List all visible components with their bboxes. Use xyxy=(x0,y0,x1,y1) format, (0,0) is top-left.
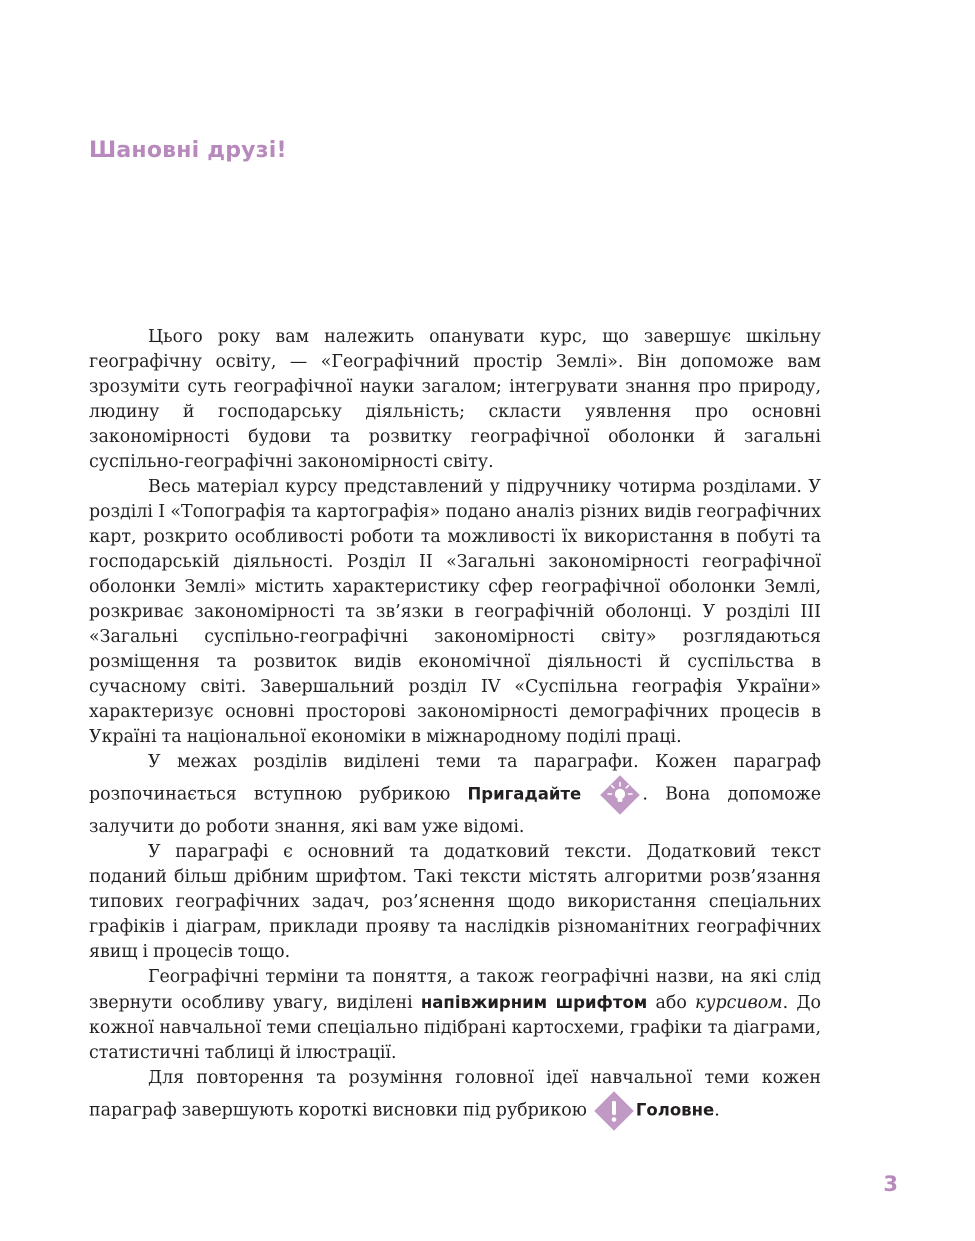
paragraph-texts: У параграфі є основний та додатковий тексти. Додатковий текст поданий більш дрібним шрифтом. Такі тексти містять алгоритми розв’язання типових географічних задач, роз’яснення щодо використання спеціальних графіків і діаграм, приклади прояву та наслідків різноманітних географічних явищ і процесів тощо. xyxy=(89,842,821,962)
paragraph-terms xyxy=(89,965,821,1066)
body-text xyxy=(89,325,821,1131)
page-number: 3 xyxy=(883,1172,898,1196)
rubric-main-label: Головне xyxy=(635,1100,715,1120)
bold-font-example: напівжирним шрифтом xyxy=(420,993,648,1012)
paragraph-terms-or: або xyxy=(655,993,687,1013)
paragraph-intro: Цього року вам належить опанувати курс, що завершує шкільну географічну освіту, — «Географічний простір Землі». Він допоможе вам зрозуміти суть географічної науки загалом; інтегрувати знання про природу, людину й господарську діяльність; скласти уявлення про основні закономірності будови та розвитку географічної оболонки й загальні суспільно-географічні закономірності світу. xyxy=(89,327,821,472)
paragraph-topics-text: У межах розділів виділені теми та параграфи. Кожен параграф розпочинається вступною рубрикою xyxy=(89,752,821,805)
paragraph-terms-text: Географічні терміни та поняття, а також географічні назви, на які слід звернути особливу увагу, виділені xyxy=(89,967,821,1013)
paragraph-topics-tail: . Вона допоможе залучити до роботи знання, які вам уже відомі. xyxy=(89,784,822,837)
paragraph-terms-tail: . До кожної навчальної теми спеціально підібрані картосхеми, графіки та діаграми, статистичні таблиці й ілюстрації. xyxy=(89,993,821,1063)
paragraph-summary-text: Для повторення та розуміння головної ідеї навчальної теми кожен параграф завершують короткі висновки під рубрикою xyxy=(89,1068,821,1121)
italic-font-example: курсивом xyxy=(695,993,783,1013)
exclamation-diamond-icon xyxy=(594,1091,634,1131)
lightbulb-diamond-icon xyxy=(600,775,640,815)
rubric-remember-label: Пригадайте xyxy=(467,784,582,804)
page-heading: Шановні друзі! xyxy=(89,138,287,163)
paragraph-summary-tail: . xyxy=(714,1100,720,1121)
paragraph-summary xyxy=(89,1066,821,1131)
paragraph-topics xyxy=(89,750,821,840)
paragraph-course-structure: Весь матеріал курсу представлений у підручнику чотирма розділами. У розділі І «Топографія та картографія» подано аналіз різних видів географічних карт, розкрито особливості роботи та можливості їх використання в побуті та господарській діяльності. Розділ ІІ «Загальні закономірності географічної оболонки Землі» містить характеристику сфер географічної оболонки Землі, розкриває закономірності та зв’язки в географічній оболонці. У розділі ІІІ «Загальні суспільно-географічні закономірності світу» розглядаються розміщення та розвиток видів економічної діяльності й суспільства в сучасному світі. Завершальний розділ ІV «Суспільна географія України» характеризує основні просторові закономірності демографічних процесів в Україні та національної економіки в міжнародному поділі праці. xyxy=(89,477,821,747)
